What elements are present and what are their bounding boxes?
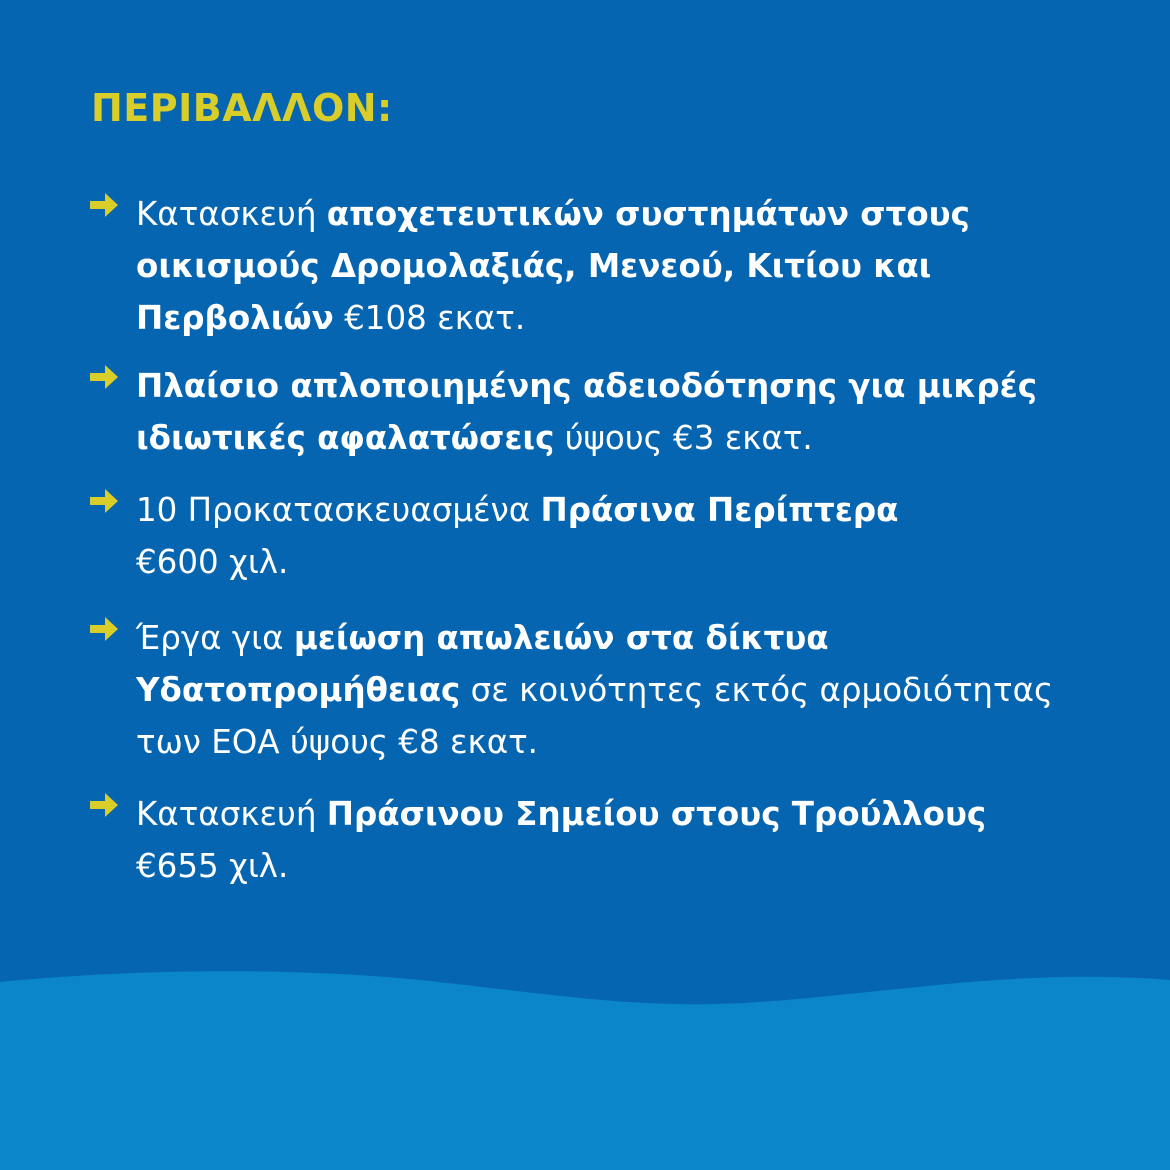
item-line: Υδατοπρομήθειας σε κοινότητες εκτός αρμοδιότητας bbox=[136, 671, 1054, 709]
item-line: Περβολιών €108 εκατ. bbox=[136, 299, 526, 337]
arrow-right-icon bbox=[88, 190, 120, 220]
item-line: οικισμούς Δρομολαξιάς, Μενεού, Κιτίου και bbox=[136, 247, 932, 285]
item-line: Πλαίσιο απλοποιημένης αδειοδότησης για μικρές bbox=[136, 367, 1038, 405]
item-line: Έργα για μείωση απωλειών στα δίκτυα bbox=[136, 619, 829, 657]
item-line: €600 χιλ. bbox=[136, 543, 289, 581]
item-line: των ΕΟΑ ύψους €8 εκατ. bbox=[136, 723, 539, 761]
item-line: ιδιωτικές αφαλατώσεις ύψους €3 εκατ. bbox=[136, 419, 813, 457]
arrow-right-icon bbox=[88, 614, 120, 644]
arrow-right-icon bbox=[88, 362, 120, 392]
arrow-right-icon bbox=[88, 486, 120, 516]
item-line: Κατασκευή αποχετευτικών συστημάτων στους bbox=[136, 195, 970, 233]
item-line: 10 Προκατασκευασμένα Πράσινα Περίπτερα bbox=[136, 491, 899, 529]
item-line: €655 χιλ. bbox=[136, 847, 289, 885]
section-heading: ΠΕΡΙΒΑΛΛΟΝ: bbox=[91, 86, 393, 130]
arrow-right-icon bbox=[88, 790, 120, 820]
item-line: Κατασκευή Πράσινου Σημείου στους Τρούλλους bbox=[136, 795, 987, 833]
